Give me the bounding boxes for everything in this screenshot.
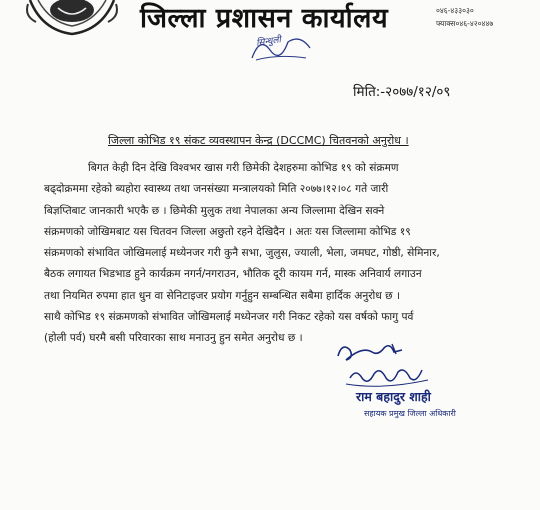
- signatory-name: राम बहादुर शाही: [356, 389, 431, 404]
- body-line: संक्रमणको जोखिमबाट यस चितवन जिल्ला अछुतो रहने देखिदैन । अतः यस जिल्लामा कोभिड १९: [44, 225, 411, 238]
- body-line: (होली पर्व) घरमै बसी परिवारका साथ मनाउनु हुन समेत अनुरोध छ ।: [44, 332, 303, 345]
- signatory-title: सहायक प्रमुख जिल्ला अधिकारी: [364, 409, 456, 418]
- body-line: बढ्दोक्रममा रहेको ब्यहोरा स्वास्थ्य तथा जनसंख्या मन्त्रालयको मिति २०७७।१२।०८ गते जारी: [44, 183, 389, 196]
- stamp-text: सिन्धुली: [255, 35, 282, 49]
- body-line: संक्रमणको संभावित जोखिमलाई मध्येनजर गरी कुनै सभा, जुलुस, ज्याली, भेला, जमघट, गोष्ठी, सेमिनार,: [44, 247, 440, 260]
- fax-number: फ्याक्स०४६-४२०४४७: [436, 19, 494, 28]
- nepal-emblem-icon: [22, 0, 122, 40]
- phone-numbers: [436, 4, 493, 30]
- phone-number: ०४६-४३३०३०: [436, 6, 474, 15]
- letter-body: [44, 158, 500, 350]
- body-line: बैठक लगायत भिडभाड हुने कार्यक्रम नगर्न/नगराउन, भौतिक दूरी कायम गर्न, मास्क अनिवार्य लगाउन: [44, 268, 422, 281]
- body-line: बिज्ञप्तिबाट जानकारी भएकै छ । छिमेकी मुलुक तथा नेपालका अन्य जिल्लामा देखिन सक्ने: [44, 204, 385, 217]
- office-title: जिल्ला प्रशासन कार्यालय: [140, 3, 389, 34]
- body-line: तथा नियमित रुपमा हात धुन वा सेनिटाइजर प्रयोग गर्नुहुन सम्बन्धित सबैमा हार्दिक अनुरोध छ ।: [44, 289, 400, 302]
- letter-date: मिति:-२०७७/१२/०९: [353, 84, 451, 100]
- letter-subject: जिल्ला कोभिड १९ संकट व्यवस्थापन केन्द्र (DCCMC) चितवनको अनुरोध ।: [108, 134, 409, 147]
- body-line: बिगत केही दिन देखि विश्वभर खास गरी छिमेकी देशहरुमा कोभिड १९ को संक्रमण: [88, 162, 399, 174]
- body-line: साथै कोभिड १९ संक्रमणको संभावित जोखिमलाई मध्येनजर गरी निकट रहेको यस वर्षको फागु पर्व: [44, 311, 414, 324]
- handwritten-signature: [332, 338, 442, 394]
